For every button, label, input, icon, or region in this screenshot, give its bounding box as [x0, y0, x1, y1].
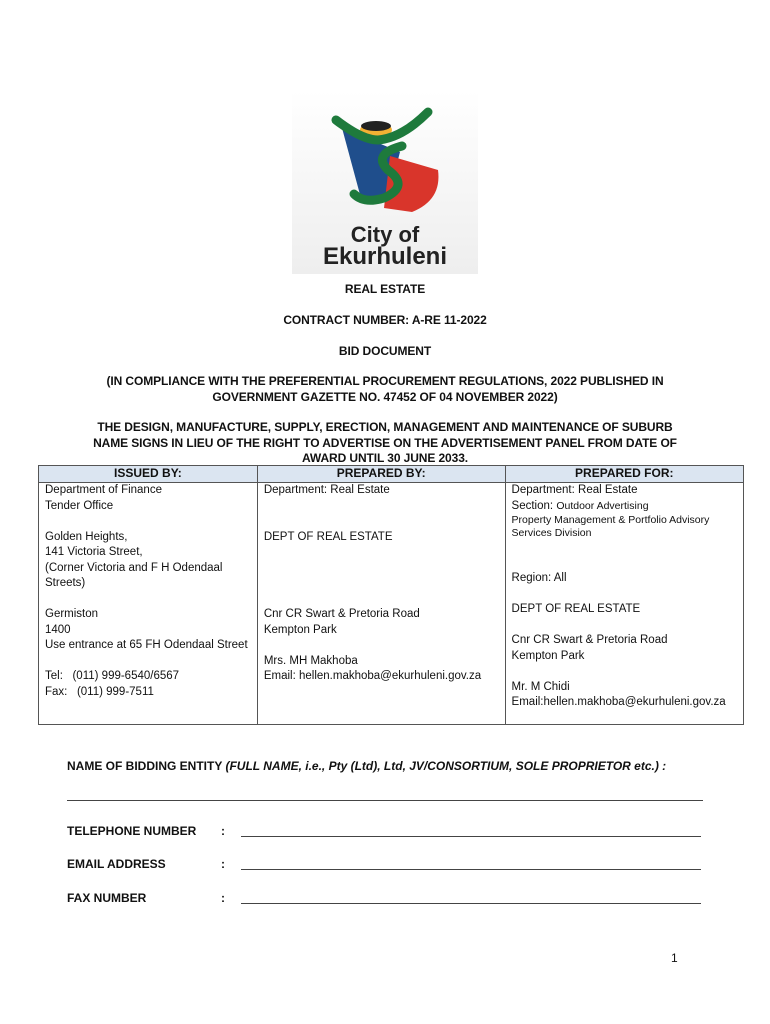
bidding-entity-field[interactable] — [67, 800, 703, 801]
telephone-field[interactable] — [241, 836, 701, 837]
svg-text:Ekurhuleni: Ekurhuleni — [322, 243, 448, 270]
prepared-for-section: Section: Outdoor Advertising — [511, 499, 649, 512]
email-colon: : — [221, 857, 225, 871]
prepared-for-dept-caps: DEPT OF REAL ESTATE — [511, 603, 641, 615]
fax-field[interactable] — [241, 903, 701, 904]
issuer-details-table — [38, 465, 744, 725]
city-of-ekurhuleni-logo — [292, 90, 478, 274]
issued-by-office: Tender Office — [45, 499, 114, 512]
telephone-label: TELEPHONE NUMBER — [67, 824, 197, 838]
email-label: EMAIL ADDRESS — [67, 857, 166, 871]
issued-by-address-line: (Corner Victoria and F H Odendaal — [45, 561, 223, 574]
fax-colon: : — [221, 891, 225, 905]
department-heading: REAL ESTATE — [344, 282, 426, 296]
prepared-for-division: Property Management & Portfolio Advisory Services Division — [511, 514, 710, 539]
prepared-for-region: Region: All — [511, 572, 567, 584]
prepared-by-dept: Department: Real Estate — [263, 484, 390, 496]
issued-by-telephone: Tel: (011) 999-6540/6567 — [45, 670, 180, 682]
issued-by-address-line: 141 Victoria Street, — [45, 546, 143, 558]
fax-label: FAX NUMBER — [67, 891, 147, 905]
bidding-entity-hint: (FULL NAME, i.e., Pty (Ltd), Ltd, JV/CONSORTIUM, SOLE PROPRIETOR etc.) : — [225, 759, 667, 773]
prepared-by-email: Email: hellen.makhoba@ekurhuleni.gov.za — [263, 670, 482, 682]
page-number: 1 — [671, 951, 678, 965]
contract-number: CONTRACT NUMBER: A-RE 11-2022 — [283, 313, 487, 327]
prepared-by-header: PREPARED BY: — [257, 466, 505, 483]
bidding-entity-label: NAME OF BIDDING ENTITY (FULL NAME, i.e., Pty (Ltd), Ltd, JV/CONSORTIUM, SOLE PROPRIETOR etc.) : — [67, 759, 667, 773]
issued-by-postal-code: 1400 — [45, 623, 71, 636]
prepared-for-dept: Department: Real Estate — [511, 484, 638, 496]
issued-by-city: Germiston — [45, 608, 99, 620]
issued-by-address-line: Streets) — [45, 577, 86, 589]
svg-text:City of: City of — [350, 222, 420, 247]
issued-by-entrance: Use entrance at 65 FH Odendaal Street — [45, 639, 248, 651]
issued-by-dept: Department of Finance — [45, 484, 162, 496]
document-type: BID DOCUMENT — [338, 344, 432, 358]
prepared-for-contact: Mr. M Chidi — [511, 680, 570, 693]
issued-by-cell — [39, 483, 258, 725]
prepared-by-address-line: Kempton Park — [263, 623, 337, 636]
bid-description: THE DESIGN, MANUFACTURE, SUPPLY, ERECTION, MANAGEMENT AND MAINTENANCE OF SUBURB NAME SIGNS IN LIEU OF THE RIGHT TO ADVERTISE ON THE ADVERTISEMENT PANEL FROM DATE OF AWARD UNTIL 30 JUNE 2033. — [93, 420, 677, 465]
telephone-colon: : — [221, 824, 225, 838]
prepared-for-header: PREPARED FOR: — [505, 466, 743, 483]
prepared-by-contact: Mrs. MH Makhoba — [263, 654, 358, 667]
compliance-note: (IN COMPLIANCE WITH THE PREFERENTIAL PROCUREMENT REGULATIONS, 2022 PUBLISHED IN GOVERNMENT GAZETTE NO. 47452 OF 04 NOVEMBER 2022) — [106, 374, 664, 404]
email-field[interactable] — [241, 869, 701, 870]
prepared-for-email: Email:hellen.makhoba@ekurhuleni.gov.za — [511, 696, 726, 708]
issued-by-header: ISSUED BY: — [39, 466, 258, 483]
prepared-for-address-line: Kempton Park — [511, 649, 585, 662]
logo-emblem-icon — [292, 90, 478, 274]
issued-by-address-line: Golden Heights, — [45, 530, 128, 543]
prepared-for-address-line: Cnr CR Swart & Pretoria Road — [511, 634, 668, 646]
prepared-by-cell — [257, 483, 505, 725]
issued-by-fax: Fax: (011) 999-7511 — [45, 685, 154, 698]
prepared-by-dept-caps: DEPT OF REAL ESTATE — [263, 530, 393, 543]
prepared-for-cell — [505, 483, 743, 725]
prepared-by-address-line: Cnr CR Swart & Pretoria Road — [263, 608, 420, 620]
